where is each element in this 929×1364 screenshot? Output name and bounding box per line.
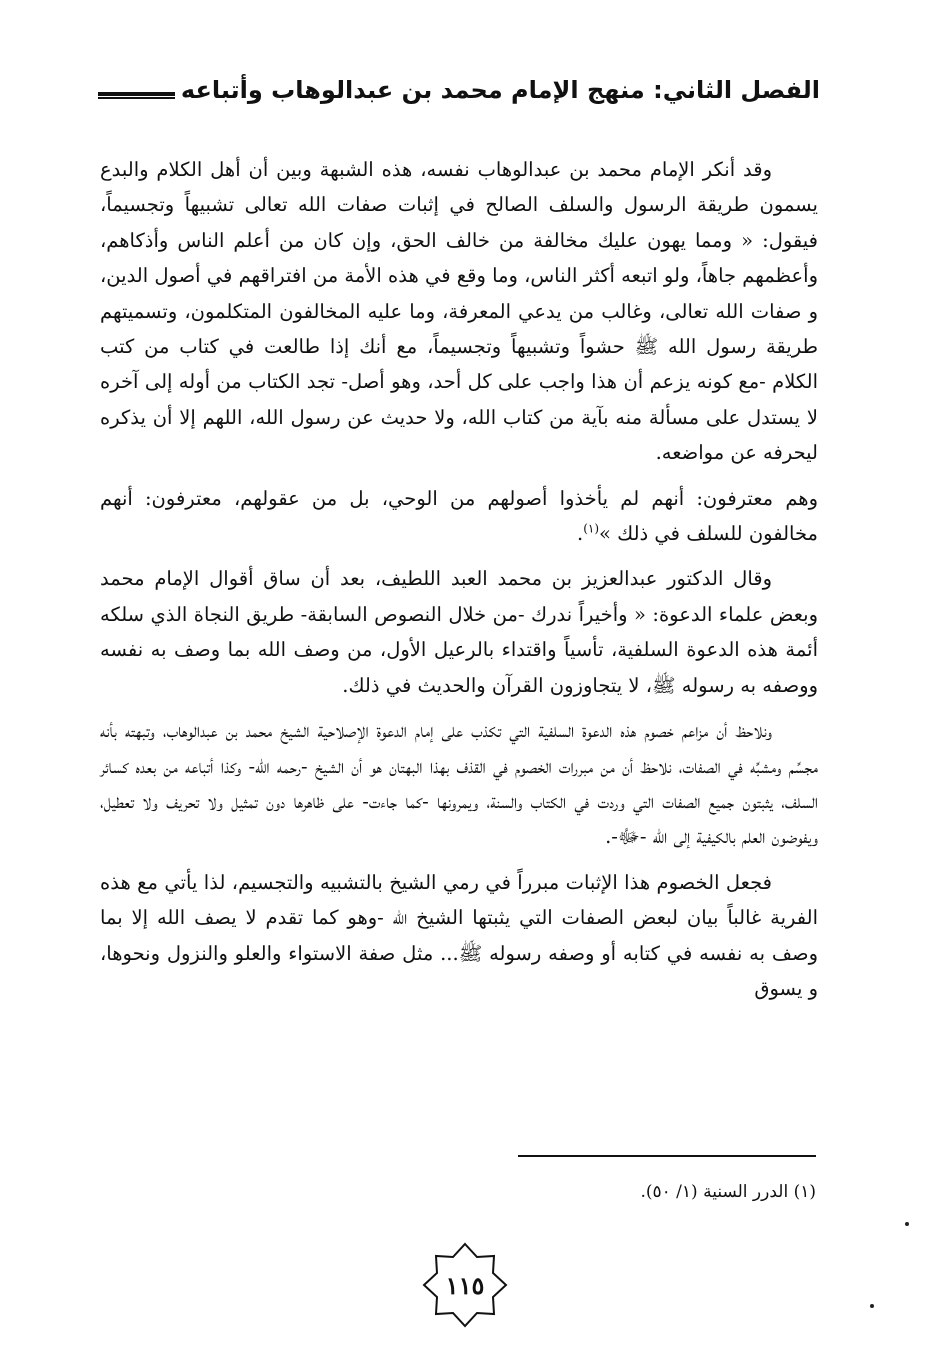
paragraph-3: وقال الدكتور عبدالعزيز بن محمد العبد اللطيف، بعد أن ساق أقوال الإمام محمد وبعض علماء الدعوة: « وأخيراً ندرك -من خلال النصوص السابقة- طريق النجاة الذي سلكه أئمة هذه الدعوة السلفية، تأسياً واقتداء بالرعيل الأول، من وصف الله بما وصف به نفسه ووصفه به رسوله ﷺ، لا يتجاوزون القرآن والحديث في ذلك. xyxy=(100,567,818,697)
paragraph-1: وقد أنكر الإمام محمد بن عبدالوهاب نفسه، هذه الشبهة وبين أن أهل الكلام والبدع يسمون طريقة الرسول والسلف الصالح في إثبات صفات الله تعالى تشبيهاً وتجسيماً، فيقول: « ومما يهون عليك مخالفة من خالف الحق، وإن كان من أعلم الناس وأذكاهم، وأعظمهم جاهاً، ولو اتبعه أكثر الناس، وما وقع في هذه الأمة من افتراقهم في أصول الدين، و صفات الله تعالى، وغالب من يدعي المعرفة، وما عليه المخالفون المتكلمون، وتسميتهم طريقة رسول الله ﷺ حشواً وتشبيهاً وتجسيماً، مع أنك إذا طالعت في كتاب من كتب الكلام -مع كونه يزعم أن هذا واجب على كل أحد، وهو أصل- تجد الكتاب من أوله إلى آخره لا يستدل على مسألة منه بآية من كتاب الله، ولا حديث عن رسول الله، اللهم إلا أن يذكره ليحرفه عن مواضعه. xyxy=(100,158,818,465)
paragraph-5: فجعل الخصوم هذا الإثبات مبرراً في رمي الشيخ بالتشبيه والتجسيم، لذا يأتي مع هذه الفرية غالباً بيان لبعض الصفات التي يثبتها الشيخ ﷲ -وهو كما تقدم لا يصف الله إلا بما وصف به نفسه في كتابه أو وصفه رسوله ﷺ... مثل صفة الاستواء والعلو والنزول ونحوها، و يسوق xyxy=(100,870,818,1000)
scan-speck xyxy=(870,1304,874,1308)
running-header xyxy=(98,70,820,110)
main-text xyxy=(100,152,818,1016)
page-number-badge xyxy=(420,1240,510,1330)
paragraph-4: ونلاحظ أن مزاعم خصوم هذه الدعوة السلفية التي تكذب على إمام الدعوة الإصلاحية الشيخ محمد بن عبدالوهاب، وتبهته بأنه مجسِّم ومشبِّه في الصفات، نلاحظ أن من مبررات الخصوم في القذف بهذا البهتان هو أن الشيخ -رحمه الله- وكذا أتباعه من بعده كسائر السلف، يثبتون جميع الصفات التي وردت في الكتاب والسنة، ويمرونها -كما جاءت- على ظاهرها دون تمثيل ولا تحريف ولا تعطيل، ويفوضون العلم بالكيفية إلى الله -ﷻ-. xyxy=(100,719,818,849)
page-number: ١١٥ xyxy=(445,1270,485,1300)
header-rule xyxy=(98,92,175,99)
chapter-title: الفصل الثاني: منهج الإمام محمد بن عبدالوهاب وأتباعه xyxy=(180,76,820,104)
scan-speck xyxy=(905,1222,909,1226)
paragraph-2-text: وهم معترفون: أنهم لم يأخذوا أصولهم من الوحي، بل من عقولهم، معترفون: أنهم مخالفون للسلف في ذلك » xyxy=(100,486,818,546)
footnote-separator xyxy=(518,1155,816,1157)
paragraph-2: وهم معترفون: أنهم لم يأخذوا أصولهم من الوحي، بل من عقولهم، معترفون: أنهم مخالفون للسلف في ذلك »$^{(١)}$. xyxy=(100,486,818,546)
footnote: (١) الدرر السنية (١/ ٥٠). xyxy=(640,1182,816,1202)
footnote-marker: (١) xyxy=(583,521,600,536)
